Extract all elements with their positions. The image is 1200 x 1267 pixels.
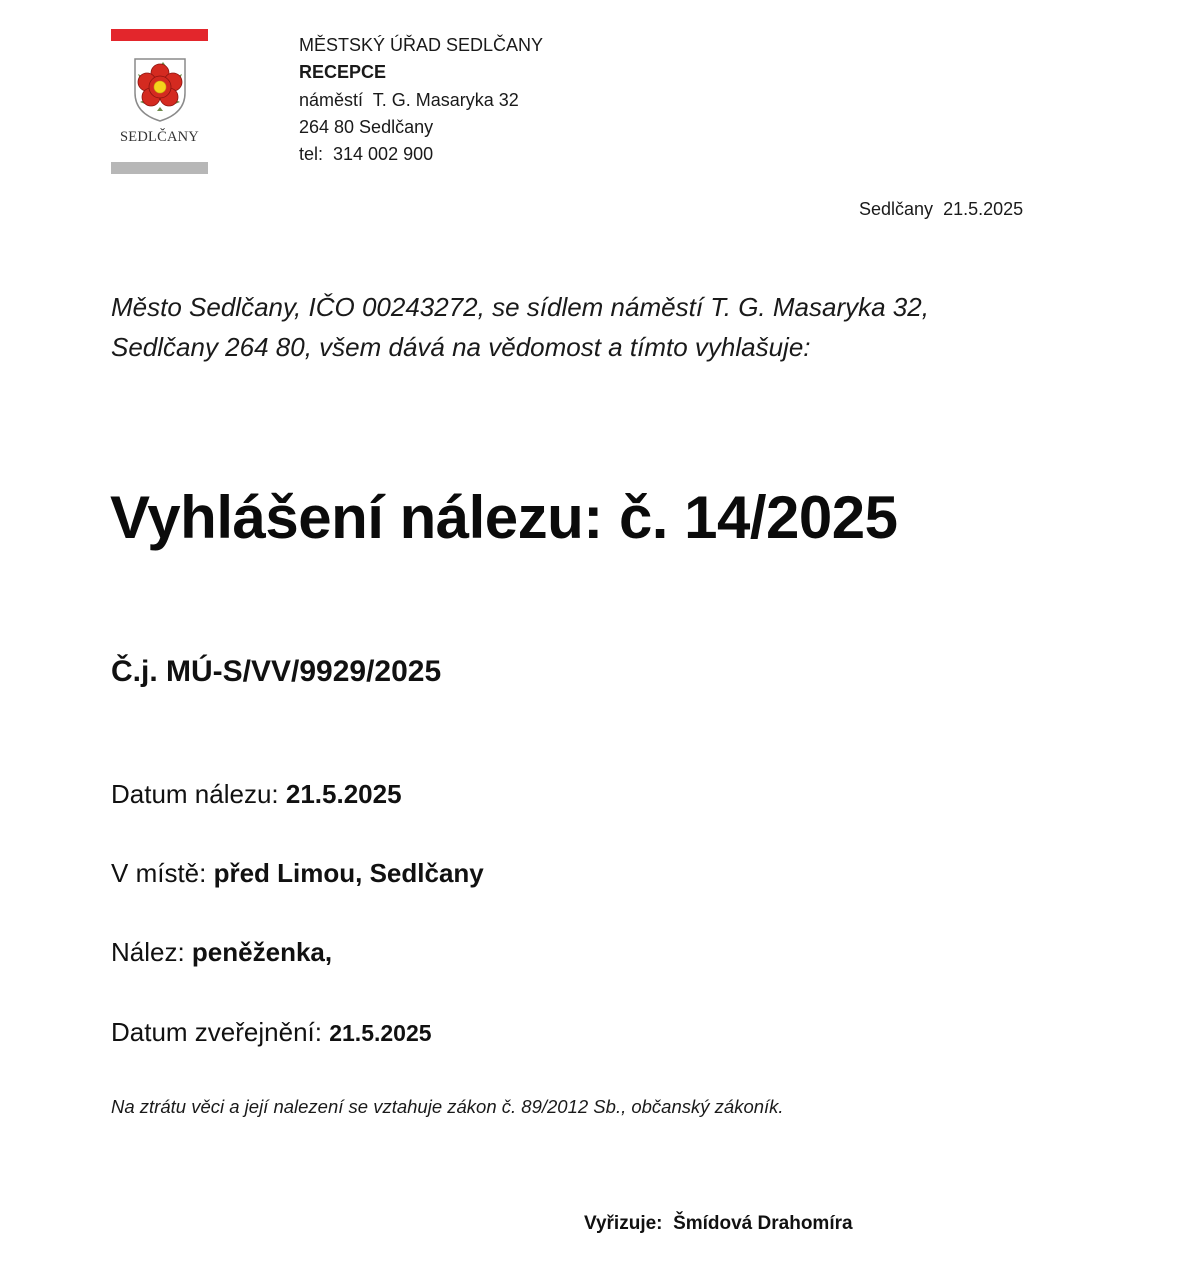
field-value: před Limou, Sedlčany [213, 858, 484, 888]
handler-label: Vyřizuje: [584, 1213, 663, 1234]
legal-note: Na ztrátu věci a její nalezení se vztahuje zákon č. 89/2012 Sb., občanský zákoník. [111, 1096, 784, 1117]
field-label: Datum nálezu: [111, 779, 286, 809]
dateline-date: 21.5.2025 [943, 199, 1024, 219]
field-label: V místě: [111, 858, 214, 888]
intro-line-1: Město Sedlčany, IČO 00243272, se sídlem náměstí T. G. Masaryka 32, [111, 292, 929, 322]
field-place [111, 858, 484, 889]
dateline-place: Sedlčany [859, 199, 934, 219]
intro-line-2: Sedlčany 264 80, všem dává na vědomost a tímto vyhlašuje: [111, 332, 811, 362]
office-street: náměstí T. G. Masaryka 32 [299, 89, 519, 110]
logo-grey-bar [111, 162, 208, 174]
document-dateline [859, 199, 1023, 220]
field-date-found [111, 779, 402, 810]
office-phone: tel: 314 002 900 [299, 144, 434, 165]
office-name: MĚSTSKÝ ÚŘAD SEDLČANY [299, 35, 544, 55]
office-address-block [299, 32, 543, 168]
town-logo [111, 29, 208, 174]
field-date-published [111, 1017, 432, 1048]
department-name: RECEPCE [299, 62, 387, 83]
page-title: Vyhlášení nálezu: č. 14/2025 [110, 484, 898, 551]
field-value: 21.5.2025 [285, 779, 402, 809]
field-label: Datum zveřejnění: [111, 1017, 330, 1047]
handler-name: Šmídová Drahomíra [673, 1213, 853, 1234]
rose-coat-of-arms-icon [133, 57, 187, 123]
logo-town-name: SEDLČANY [120, 129, 199, 145]
handled-by [584, 1213, 853, 1235]
field-found-item [111, 937, 332, 968]
logo-red-bar [111, 29, 208, 41]
intro-paragraph [111, 287, 1071, 367]
office-city: 264 80 Sedlčany [299, 116, 434, 137]
reference-number: Č.j. MÚ-S/VV/9929/2025 [111, 655, 442, 688]
field-value: peněženka, [191, 937, 333, 967]
field-value: 21.5.2025 [329, 1020, 432, 1046]
field-label: Nález: [111, 937, 192, 967]
